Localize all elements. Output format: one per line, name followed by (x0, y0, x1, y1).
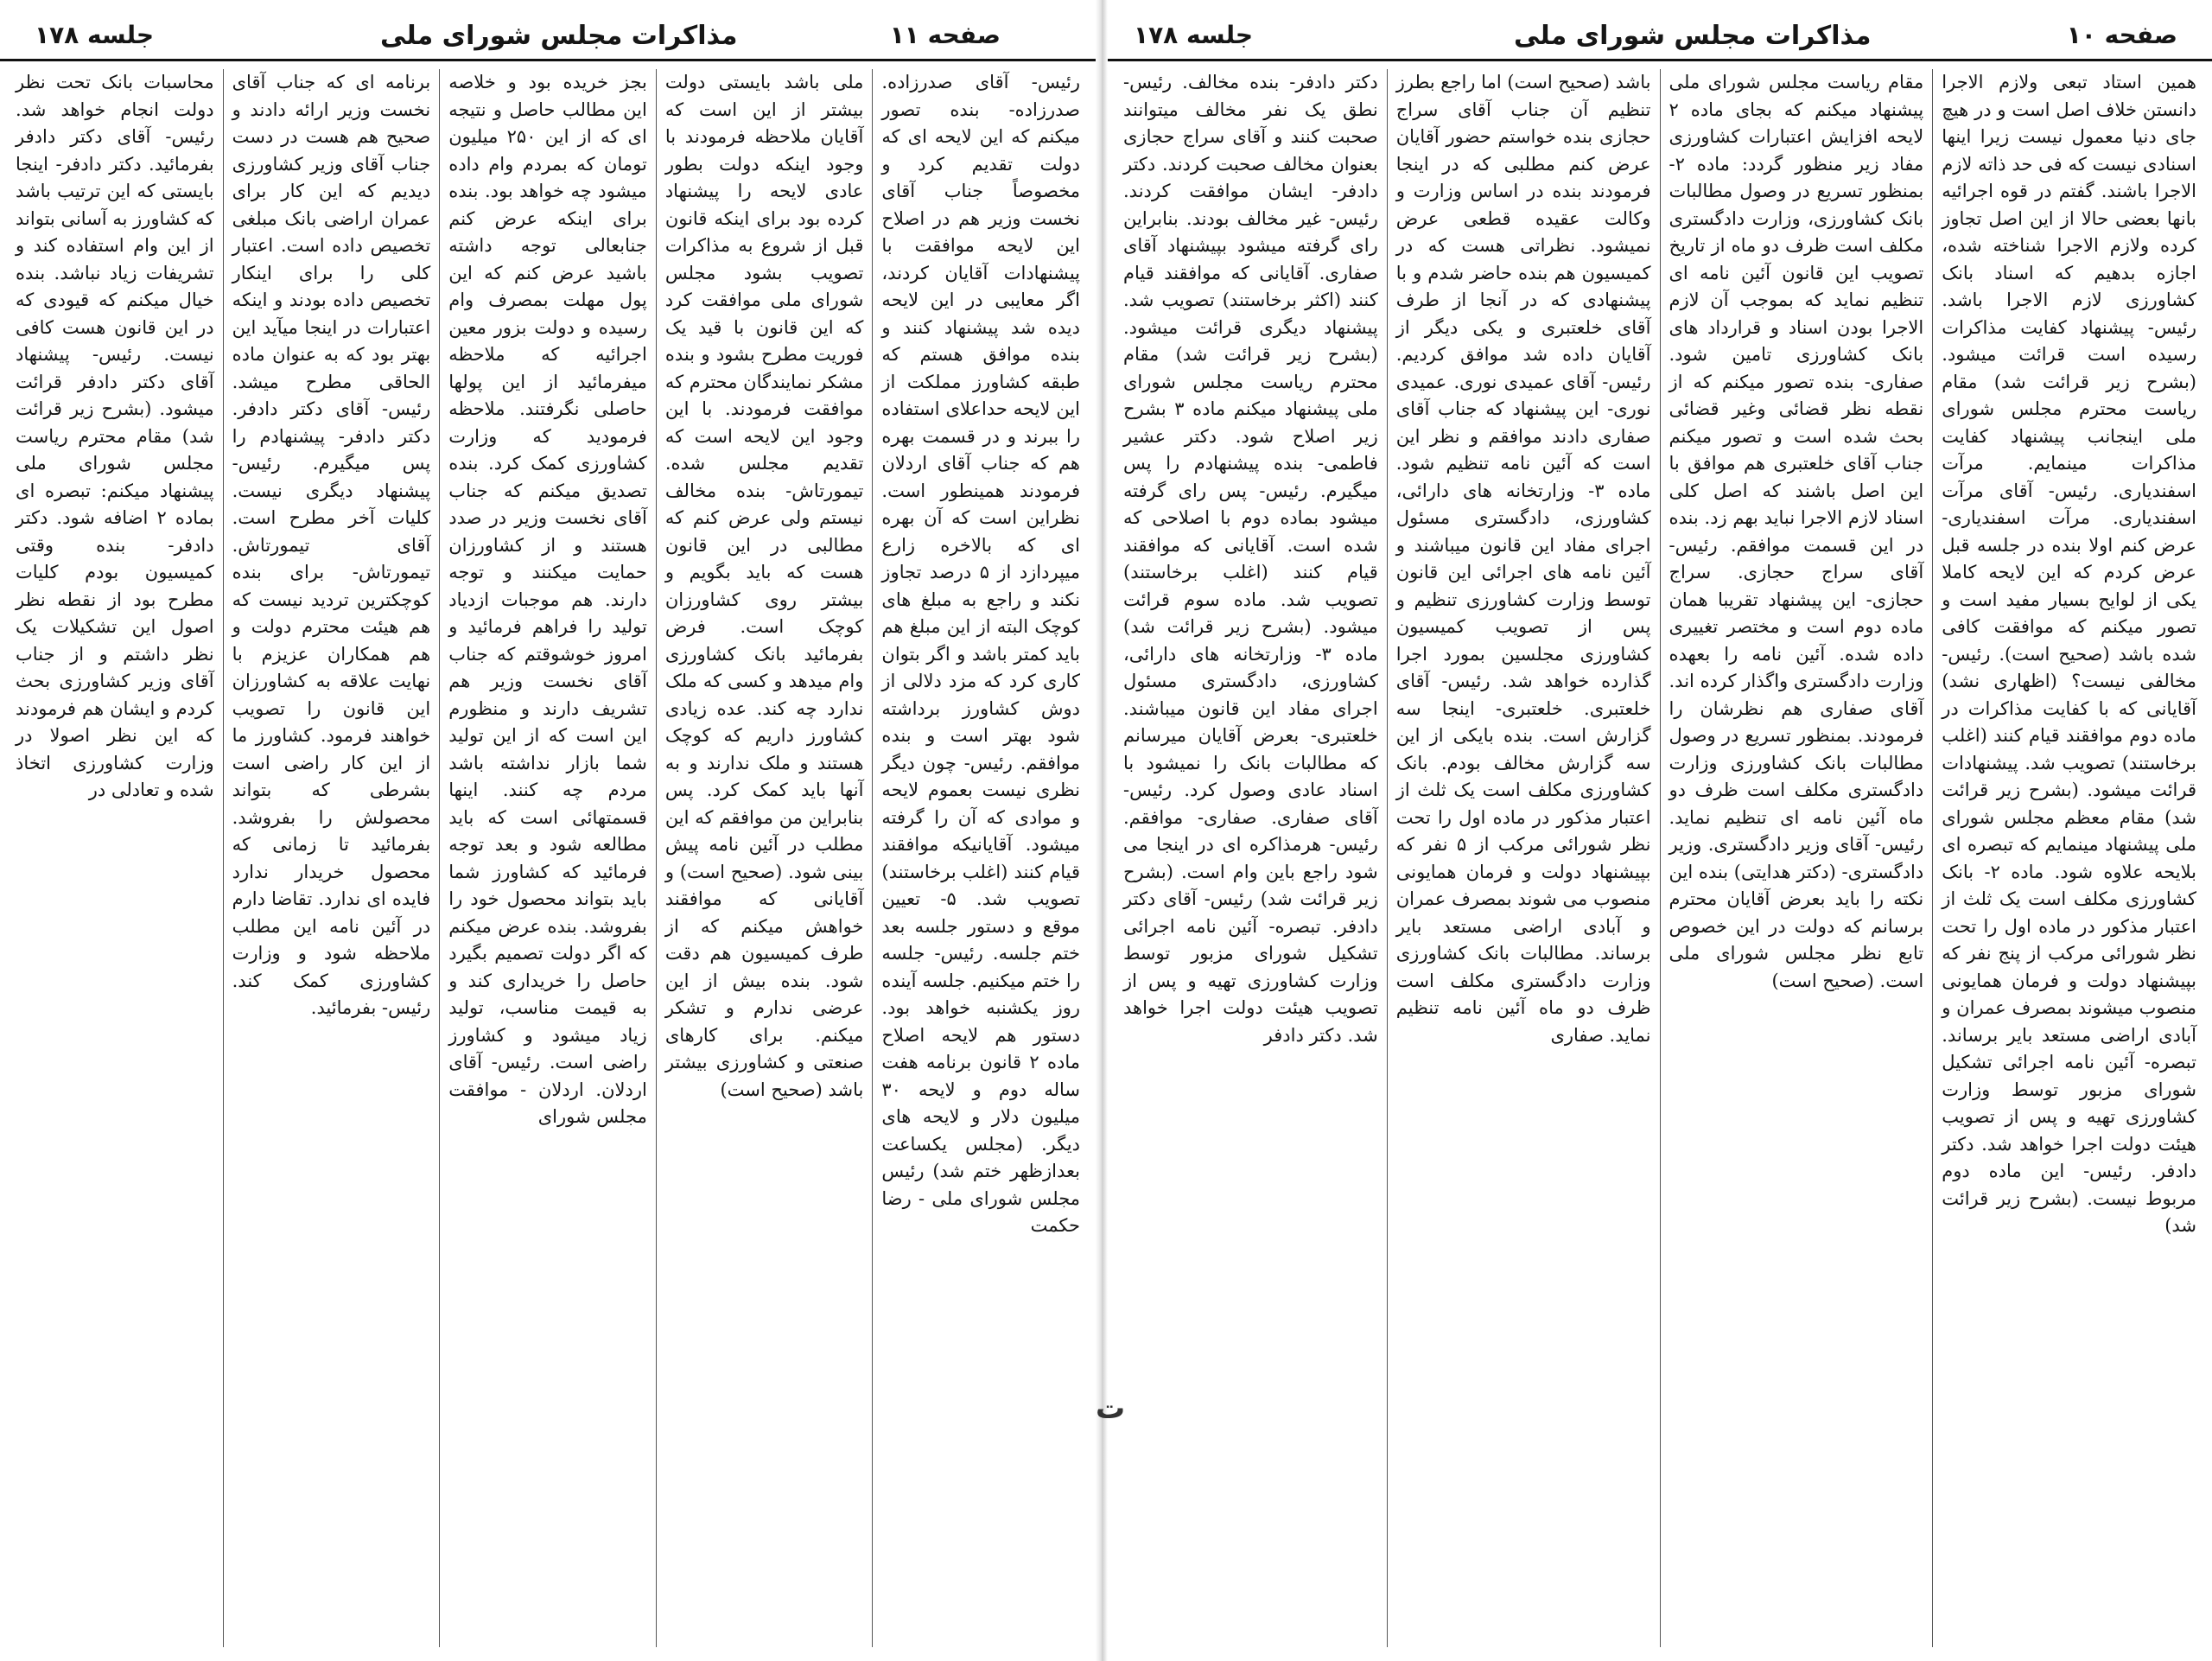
right-page-column-3: باشد (صحیح است) اما راجع بطرز تنظیم آن جناب آقای سراج حجازی بنده خواستم حضور آقایان عرض کنم مطلبی که در اینجا فرمودند بنده در اساس وزارت و وکالت عقیده قطعی عرض نمیشود. نظراتی هست که در کمیسیون هم بنده حاضر شدم و با پیشنهادی که در آنجا از طرف آقای خلعتبری و یکی دیگر از آقایان داده شد موافق کردیم. رئیس- آقای عمیدی نوری. عمیدی نوری- این پیشنهاد که جناب آقای صفاری دادند موافقم و نظر این است که آئین نامه تنظیم شود. ماده ۳- وزارتخانه های دارائی، کشاورزی، دادگستری مسئول اجرای مفاد این قانون میباشند و آئین نامه های اجرائی این قانون توسط وزارت کشاورزی تنظیم و پس از تصویب کمیسیون کشاورزی مجلسین بمورد اجرا گذارده خواهد شد. رئیس- آقای خلعتبری. خلعتبری- اینجا سه گزارش است. بنده بایکی از این سه گزارش مخالف بودم. بانک کشاورزی مکلف است یک ثلث از اعتبار مذکور در ماده اول را تحت نظر شورائی مرکب از ۵ نفر که بپیشنهاد دولت و فرمان همایونی منصوب می شوند بمصرف عمران و آبادی اراضی مستعد بایر برساند. مطالبات بانک کشاورزی وزارت دادگستری مکلف است ظرف دو ماه آئین نامه تنظیم نماید. صفاری (1387, 69, 1660, 1647)
right-header-page: صفحه ۱۰ (2066, 21, 2177, 49)
left-page (0, 0, 1096, 1661)
right-header-session: جلسه ۱۷۸ (1134, 21, 1254, 49)
left-page-column-2: ملی باشد بایستی دولت بیشتر از این است که آقایان ملاحظه فرمودند با وجود اینکه دولت بطور عادی لایحه را پیشنهاد کرده بود برای اینکه قانون قبل از شروع به مذاکرات تصویب بشود مجلس شورای ملی موافقت کرد که این قانون با قید یک فوریت مطرح بشود و بنده مشکر نمایندگان محترم که موافقت فرمودند. با این وجود این لایحه است که تقدیم مجلس شده. تیمورتاش- بنده مخالف نیستم ولی عرض کنم که مطالبی در این قانون هست که باید بگویم و بیشتر روی کشاورزان کوچک است. فرض بفرمائید بانک کشاورزی وام میدهد و کسی که ملک ندارد چه کند. عده زیادی کشاورز داریم که کوچک هستند و ملک ندارند و به آنها باید کمک کرد. پس بنابراین من موافقم که این مطلب در آئین نامه پیش بینی شود. (صحیح است) و آقایانی که موافقند خواهش میکنم که از طرف کمیسیون هم دقت شود. بنده بیش از این عرضی ندارم و تشکر میکنم. برای کارهای صنعتی و کشاورزی بیشتر باشد (صحیح است) (656, 69, 873, 1647)
left-header-title: مذاکرات مجلس شورای ملی (380, 21, 738, 51)
left-page-header (0, 16, 1096, 61)
right-page-column-2: مقام ریاست مجلس شورای ملی پیشنهاد میکنم که بجای ماده ۲ لایحه افزایش اعتبارات کشاورزی مفاد زیر منظور گردد: ماده ۲- بمنظور تسریع در وصول مطالبات بانک کشاورزی، وزارت دادگستری مکلف است ظرف دو ماه از تاریخ تصویب این قانون آئین نامه ای تنظیم نماید که بموجب آن لازم الاجرا بودن اسناد و قرارداد های بانک کشاورزی تامین شود. صفاری- بنده تصور میکنم که از نقطه نظر قضائی وغیر قضائی بحث شده است و تصور میکنم جناب آقای خلعتبری هم موافق با این اصل باشند که اصل کلی اسناد لازم الاجرا نباید بهم زد. بنده در این قسمت موافقم. رئیس- آقای سراج حجازی. سراج حجازی- این پیشنهاد تقریبا همان ماده دوم است و مختصر تغییری داده شده. آئین نامه را بعهده وزارت دادگستری واگذار کرده اند. آقای صفاری هم نظرشان را فرمودند. بمنظور تسریع در وصول مطالبات بانک کشاورزی وزارت دادگستری مکلف است ظرف دو ماه آئین نامه ای تنظیم نماید. رئیس- آقای وزیر دادگستری. وزیر دادگستری- (دکتر هدایتی) بنده این نکته را باید بعرض آقایان محترم برسانم که دولت در این خصوص تابع نظر مجلس شورای ملی است. (صحیح است) (1660, 69, 1933, 1647)
right-page-columns (1115, 69, 2205, 1647)
left-page-column-3: بجز خریده بود و خلاصه این مطالب حاصل و نتیجه ای که از این ۲۵۰ میلیون تومان که بمردم وام داده میشود چه خواهد بود. بنده برای اینکه عرض کنم جنابعالی توجه داشته باشید عرض کنم که این پول مهلت بمصرف وام رسیده و دولت بزور معین اجرائیه که ملاحظه میفرمائید از این پولها حاصلی نگرفتند. ملاحظه فرمودید که وزارت کشاورزی کمک کرد. بنده تصدیق میکنم که جناب آقای نخست وزیر در صدد هستند و از کشاورزان حمایت میکنند و توجه دارند. هم موجبات ازدیاد تولید را فراهم فرمائید و امروز خوشوقتم که جناب آقای نخست وزیر هم تشریف دارند و منظورم این است که از این تولید شما بازار نداشته باشد مردم چه کنند. اینها قسمتهائی است که باید مطالعه شود و بعد توجه فرمائید که کشاورز شما باید بتواند محصول خود را بفروشد. بنده عرض میکنم که اگر دولت تصمیم بگیرد حاصل را خریداری کند و به قیمت مناسب، تولید زیاد میشود و کشاورز راضی است. رئیس- آقای اردلان. اردلان - موافقت مجلس شورای (439, 69, 656, 1647)
margin-mark: ت (1096, 1391, 1126, 1426)
left-page-column-5: محاسبات بانک تحت نظر دولت انجام خواهد شد. رئیس- آقای دکتر دادفر بفرمائید. دکتر دادفر- اینجا بایستی که این ترتیب باشد که کشاورز به آسانی بتواند از این وام استفاده کند و تشریفات زیاد نباشد. بنده خیال میکنم که قیودی که در این قانون هست کافی نیست. رئیس- پیشنهاد آقای دکتر دادفر قرائت میشود. (بشرح زیر قرائت شد) مقام محترم ریاست مجلس شورای ملی پیشنهاد میکنم: تبصره ای بماده ۲ اضافه شود. دکتر دادفر- بنده وقتی کمیسیون بودم کلیات مطرح بود از نقطه نظر اصول این تشکیلات یک نظر داشتم و از جناب آقای وزیر کشاورزی بحث کردم و ایشان هم فرمودند که این نظر اصولا در وزارت کشاورزی اتخاذ شده و تعادلی در (16, 72, 214, 800)
right-page-column-1: همین استاد تبعی ولازم الاجرا دانستن خلاف اصل است و در هیچ جای دنیا معمول نیست زیرا اینها اسنادی نیست که فی حد ذاته لازم الاجرا باشند. گفتم در قوه اجرائیه بانها بعضی حالا از این اصل تجاوز کرده ولازم الاجرا شناخته شده، اجازه بدهیم که اسناد بانک کشاورزی لازم الاجرا باشد. رئیس- پیشنهاد کفایت مذاکرات رسیده است قرائت میشود. (بشرح زیر قرائت شد) مقام ریاست محترم مجلس شورای ملی اینجانب پیشنهاد کفایت مذاکرات مینمایم. مرآت اسفندیاری. رئیس- آقای مرآت اسفندیاری. مرآت اسفندیاری- عرض کنم اولا بنده در جلسه قبل عرض کردم که این لایحه کاملا یکی از لوایح بسیار مفید است و تصور میکنم که موافقت کافی شده باشد (صحیح است). رئیس- مخالفی نیست؟ (اظهاری نشد) آقایانی که با کفایت مذاکرات در ماده دوم موافقند قیام کنند (اغلب برخاستند) تصویب شد. پیشنهادات قرائت میشود. (بشرح زیر قرائت شد) مقام معظم مجلس شورای ملی پیشنهاد مینمایم که تبصره ای بلایحه علاوه شود. ماده ۲- بانک کشاورزی مکلف است یک ثلث از اعتبار مذکور در ماده اول را تحت نظر شورائی مرکب از پنج نفر که بپیشنهاد دولت و فرمان همایونی منصوب میشوند بمصرف عمران و آبادی اراضی مستعد بایر برساند. تبصره- آئین نامه اجرائی تشکیل شورای مزبور توسط وزارت کشاورزی تهیه و پس از تصویب هیئت دولت اجرا خواهد شد. دکتر دادفر. رئیس- این ماده دوم مربوط نیست. (بشرح زیر قرائت شد) (1932, 69, 2205, 1647)
left-header-session: جلسه ۱۷۸ (35, 21, 155, 49)
right-page-header (1108, 16, 2212, 61)
left-page-column-1: رئیس- آقای صدرزاده. صدرزاده- بنده تصور میکنم که این لایحه ای که دولت تقدیم کرد و مخصوصاً جناب آقای نخست وزیر هم در اصلاح این لایحه موافقت با پیشنهادات آقایان کردند، اگر معایبی در این لایحه دیده شد پیشنهاد کنند و بنده موافق هستم که طبقه کشاورز مملکت از این لایحه حداعلای استفاده را ببرند و در قسمت بهره هم که جناب آقای اردلان فرمودند همینطور است. نظراین است که آن بهره ای که بالاخره زارع میپردازد از ۵ درصد تجاوز نکند و راجع به مبلغ های کوچک البته از این مبلغ هم باید کمتر باشد و اگر بتوان کاری کرد که مزد دلالی از دوش کشاورز برداشته شود بهتر است و بنده موافقم. رئیس- چون دیگر نظری نیست بعموم لایحه و موادی که آن را گرفته میشود. آقایانیکه موافقند قیام کنند (اغلب برخاستند) تصویب شد. ۵- تعیین موقع و دستور جلسه بعد ختم جلسه. رئیس- جلسه را ختم میکنیم. جلسه آینده روز یکشنبه خواهد بود. دستور هم لایحه اصلاح ماده ۲ قانون برنامه هفت ساله دوم و لایحه ۳۰ میلیون دلار و لایحه های دیگر. (مجلس یکساعت بعدازظهر ختم شد) رئیس مجلس شورای ملی - رضا حکمت (872, 69, 1089, 1647)
left-header-page: صفحه ۱۱ (889, 21, 1001, 49)
left-page-column-4: برنامه ای که جناب آقای نخست وزیر ارائه دادند و صحیح هم هست در دست جناب آقای وزیر کشاورزی دیدیم که این کار برای عمران اراضی بانک مبلغی تخصیص داده است. اعتبار کلی را برای اینکار تخصیص داده بودند و اینکه اعتبارات در اینجا میآید این بهتر بود که به عنوان ماده الحاقی مطرح میشد. رئیس- آقای دکتر دادفر. دکتر دادفر- پیشنهادم را پس میگیرم. رئیس- پیشنهاد دیگری نیست. کلیات آخر مطرح است. آقای تیمورتاش. تیمورتاش- برای بنده کوچکترین تردید نیست که هم هیئت محترم دولت و هم همکاران عزیزم با نهایت علاقه به کشاورزان این قانون را تصویب خواهند فرمود. کشاورز ما از این کار راضی است بشرطی که بتواند محصولش را بفروشد. بفرمائید تا زمانی که محصول خریدار ندارد فایده ای ندارد. تقاضا دارم در آئین نامه این مطلب ملاحظه شود و وزارت کشاورزی کمک کند. رئیس- بفرمائید. (223, 69, 440, 1647)
left-page-columns (7, 69, 1089, 1647)
right-page-column-4: دکتر دادفر- بنده مخالف. رئیس- نطق یک نفر مخالف میتوانند صحبت کنند و آقای سراج حجازی بعنوان مخالف صحبت کردند. دکتر دادفر- ایشان موافقت کردند. رئیس- غیر مخالف بودند. بنابراین رای گرفته میشود بپیشنهاد آقای صفاری. آقایانی که موافقند قیام کنند (اکثر برخاستند) تصویب شد. پیشنهاد دیگری قرائت میشود. (بشرح زیر قرائت شد) مقام محترم ریاست مجلس شورای ملی پیشنهاد میکنم ماده ۳ بشرح زیر اصلاح شود. دکتر عشیر فاطمی- بنده پیشنهادم را پس میگیرم. رئیس- پس رای گرفته میشود بماده دوم با اصلاحی که شده است. آقایانی که موافقند قیام کنند (اغلب برخاستند) تصویب شد. ماده سوم قرائت میشود. (بشرح زیر قرائت شد) ماده ۳- وزارتخانه های دارائی، کشاورزی، دادگستری مسئول اجرای مفاد این قانون میباشند. خلعتبری- بعرض آقایان میرسانم که مطالبات بانک را نمیشود با اسناد عادی وصول کرد. رئیس- آقای صفاری. صفاری- موافقم. رئیس- هرمذاکره ای در اینجا می شود راجع باین وام است. (بشرح زیر قرائت شد) رئیس- آقای دکتر دادفر. تبصره- آئین نامه اجرائی تشکیل شورای مزبور توسط وزارت کشاورزی تهیه و پس از تصویب هیئت دولت اجرا خواهد شد. دکتر دادفر (1123, 72, 1378, 1046)
right-header-title: مذاکرات مجلس شورای ملی (1514, 21, 1872, 51)
right-page (1108, 0, 2212, 1661)
